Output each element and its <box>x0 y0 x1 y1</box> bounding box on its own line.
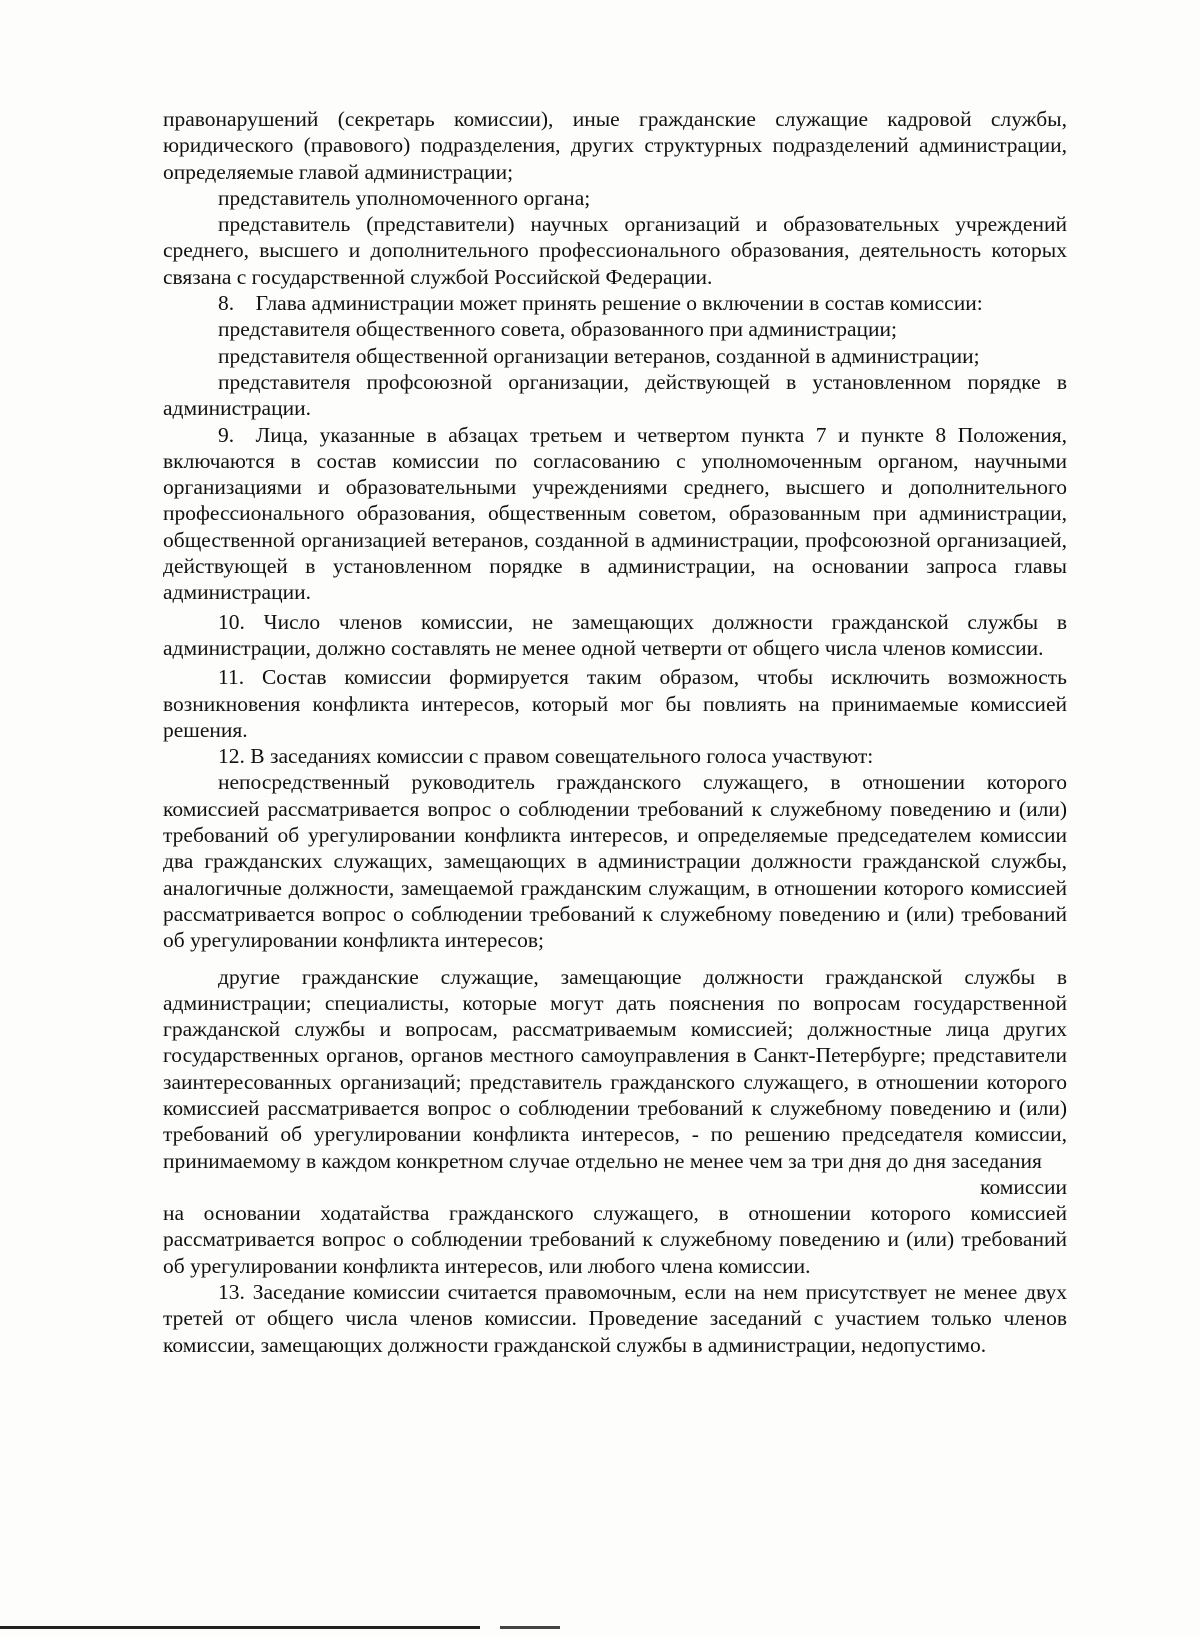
paragraph-authorized-body: представитель уполномоченного органа; <box>218 185 591 210</box>
paragraph-petition: на основании ходатайства гражданского служащего, в отношении которого комиссией рассматривается вопрос о соблюдении требований к служебному поведению и (или) требований об урегулировании конфликта интересов, или любого члена комиссии. <box>163 1201 1067 1278</box>
paragraph-public-council: представителя общественного совета, образованного при администрации; <box>218 317 898 342</box>
paragraph-scientific-representatives: представитель (представители) научных организаций и образовательных учреждений среднего, высшего и дополнительного профессионального образования, деятельность которых связана с государственной службой Российской Федерации. <box>163 212 1067 289</box>
paragraph-trade-union: представителя профсоюзной организации, действующей в установленном порядке в администрации. <box>163 369 1067 421</box>
page-bottom-edge <box>0 1626 480 1629</box>
paragraph-continuation: правонарушений (секретарь комиссии), иные гражданские служащие кадровой службы, юридического (правового) подразделения, других структурных подразделений администрации, определяемые главой администрации; <box>163 107 1067 184</box>
paragraph-item-8: 8. Глава администрации может принять решение о включении в состав комиссии: <box>218 291 983 316</box>
paragraph-commission-word: комиссии <box>980 1174 1067 1199</box>
paragraph-item-13: 13. Заседание комиссии считается правомочным, если на нем присутствует не менее двух третей от общего числа членов комиссии. Проведение заседаний с участием только членов комиссии, замещающих должности гражданской службы в администрации, недопустимо. <box>163 1280 1067 1357</box>
paragraph-item-12: 12. В заседаниях комиссии с правом совещательного голоса участвуют: <box>218 744 874 769</box>
paragraph-item-9: 9. Лица, указанные в абзацах третьем и четвертом пункта 7 и пункте 8 Положения, включаются в состав комиссии по согласованию с уполномоченным органом, научными организациями и образовательными учреждениями среднего, высшего и дополнительного профессионального образования, общественным советом, образованным при администрации, общественной организацией ветеранов, созданной в администрации, профсоюзной организацией, действующей в установленном порядке в администрации, на основании запроса главы администрации. <box>163 422 1067 605</box>
document-body <box>163 106 1067 1358</box>
page-bottom-edge-fragment <box>500 1626 560 1629</box>
paragraph-other-servants: другие гражданские служащие, замещающие должности гражданской службы в администрации; специалисты, которые могут дать пояснения по вопросам государственной гражданской службы и вопросам, рассматриваемым комиссией; должностные лица других государственных органов, органов местного самоуправления в Санкт-Петербурге; представители заинтересованных организаций; представитель гражданского служащего, в отношении которого комиссией рассматривается вопрос о соблюдении требований к служебному поведению и (или) требований об урегулировании конфликта интересов, - по решению председателя комиссии, принимаемому в каждом конкретном случае отдельно не менее чем за три дня до дня заседания <box>163 964 1067 1173</box>
paragraph-item-10: 10. Число членов комиссии, не замещающих должности гражданской службы в администрации, должно составлять не менее одной четверти от общего числа членов комиссии. <box>163 609 1067 660</box>
paragraph-direct-supervisor: непосредственный руководитель гражданского служащего, в отношении которого комиссией рассматривается вопрос о соблюдении требований к служебному поведению и (или) требований об урегулировании конфликта интересов, и определяемые председателем комиссии два гражданских служащих, замещающих в администрации должности гражданской службы, аналогичные должности, замещаемой гражданским служащим, в отношении которого комиссией рассматривается вопрос о соблюдении требований к служебному поведению и (или) требований об урегулировании конфликта интересов; <box>163 770 1067 953</box>
paragraph-item-11: 11. Состав комиссии формируется таким образом, чтобы исключить возможность возникновения конфликта интересов, который мог бы повлиять на принимаемые комиссией решения. <box>163 665 1067 742</box>
paragraph-veterans-organization: представителя общественной организации ветеранов, созданной в администрации; <box>218 343 980 368</box>
